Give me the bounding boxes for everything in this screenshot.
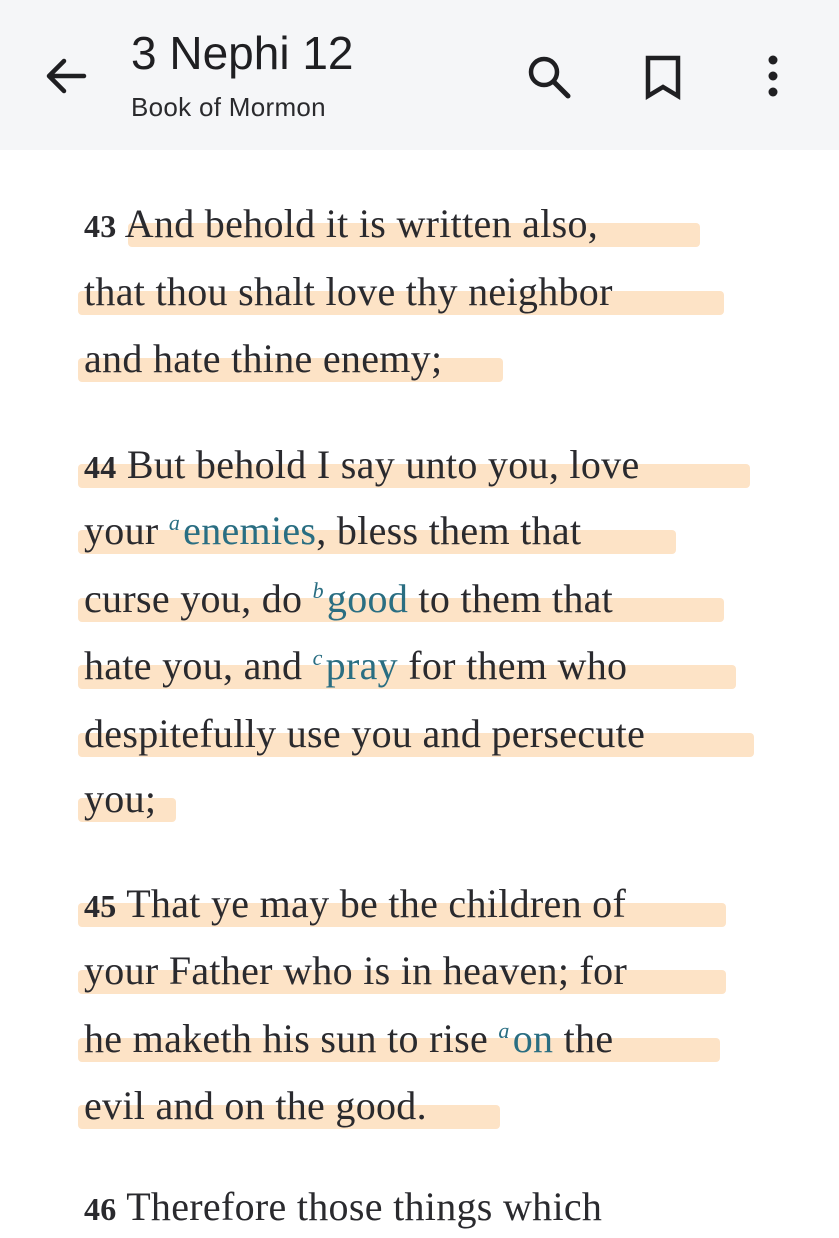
verse-number[interactable]: 44: [84, 449, 117, 485]
back-button[interactable]: [38, 48, 94, 104]
chapter-content: [0, 150, 839, 1229]
verse-line[interactable]: that thou shalt love thy neighbor: [78, 263, 724, 323]
footnote-marker[interactable]: c: [312, 645, 323, 670]
verse-line[interactable]: 46 Therefore those things which: [84, 1184, 603, 1229]
verse-line[interactable]: 43 And behold it is written also,: [78, 195, 700, 255]
footnote-marker[interactable]: a: [168, 510, 181, 535]
verse-line[interactable]: despitefully use you and persecute: [78, 705, 754, 765]
verse-line[interactable]: 45 That ye may be the children of: [78, 875, 726, 935]
footnote-marker[interactable]: b: [312, 578, 324, 603]
verse-line[interactable]: hate you, and $^c$pray for them who: [78, 637, 736, 697]
verse-line[interactable]: your $^a$enemies, bless them that: [78, 502, 676, 562]
verse-line[interactable]: evil and on the good.: [78, 1077, 500, 1137]
verse-line[interactable]: you;: [78, 770, 176, 830]
more-options-button[interactable]: [748, 50, 798, 104]
bookmark-button[interactable]: [636, 50, 690, 104]
more-vert-icon: [748, 50, 798, 104]
footnote-link[interactable]: good: [326, 576, 409, 621]
verse-number[interactable]: 43: [84, 208, 117, 244]
search-button[interactable]: [522, 50, 576, 104]
bookmark-icon: [636, 50, 690, 104]
search-icon: [522, 50, 576, 104]
app-header: [0, 0, 839, 150]
verse-number[interactable]: 46: [84, 1191, 117, 1227]
page-title: 3 Nephi 12: [131, 27, 354, 79]
verse-line[interactable]: and hate thine enemy;: [78, 330, 503, 390]
verse-number[interactable]: 45: [84, 888, 117, 924]
footnote-link[interactable]: on: [512, 1016, 554, 1061]
footnote-marker[interactable]: a: [498, 1018, 510, 1043]
page-subtitle: Book of Mormon: [131, 92, 326, 122]
verse-line[interactable]: curse you, do $^b$good to them that: [78, 570, 724, 630]
arrow-left-icon: [38, 48, 94, 104]
verse-line[interactable]: your Father who is in heaven; for: [78, 942, 726, 1002]
footnote-link[interactable]: pray: [325, 643, 398, 688]
verse-line[interactable]: 44 But behold I say unto you, love: [78, 436, 750, 496]
verse-line[interactable]: he maketh his sun to rise $^a$on the: [78, 1010, 720, 1070]
footnote-link[interactable]: enemies: [183, 508, 317, 553]
